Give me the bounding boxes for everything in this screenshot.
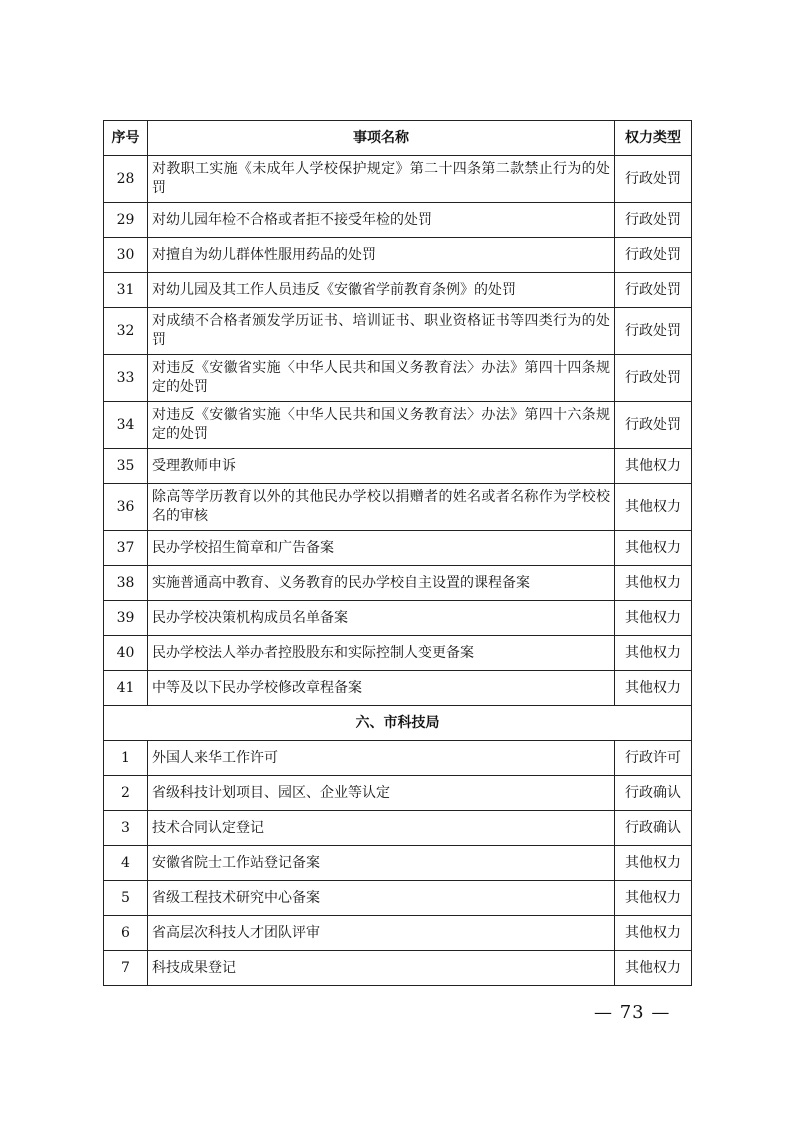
row-no: 40 <box>104 636 148 671</box>
row-type: 其他权力 <box>615 881 692 916</box>
row-name: 民办学校决策机构成员名单备案 <box>148 601 615 636</box>
row-name: 除高等学历教育以外的其他民办学校以捐赠者的姓名或者名称作为学校校名的审核 <box>148 484 615 531</box>
row-name: 对幼儿园及其工作人员违反《安徽省学前教育条例》的处罚 <box>148 273 615 308</box>
table-row <box>104 671 692 706</box>
table-row <box>104 156 692 203</box>
table-row <box>104 484 692 531</box>
row-no: 5 <box>104 881 148 916</box>
row-name: 对教职工实施《未成年人学校保护规定》第二十四条第二款禁止行为的处罚 <box>148 156 615 203</box>
row-type: 行政处罚 <box>615 156 692 203</box>
row-no: 28 <box>104 156 148 203</box>
row-no: 34 <box>104 402 148 449</box>
row-no: 41 <box>104 671 148 706</box>
row-name: 对违反《安徽省实施〈中华人民共和国义务教育法〉办法》第四十六条规定的处罚 <box>148 402 615 449</box>
table-row <box>104 531 692 566</box>
table-row <box>104 238 692 273</box>
row-type: 行政处罚 <box>615 355 692 402</box>
row-name: 民办学校招生简章和广告备案 <box>148 531 615 566</box>
row-no: 31 <box>104 273 148 308</box>
row-name: 外国人来华工作许可 <box>148 741 615 776</box>
row-no: 6 <box>104 916 148 951</box>
row-name: 对幼儿园年检不合格或者拒不接受年检的处罚 <box>148 203 615 238</box>
row-type: 其他权力 <box>615 671 692 706</box>
row-type: 其他权力 <box>615 846 692 881</box>
row-type: 行政处罚 <box>615 238 692 273</box>
table-row <box>104 355 692 402</box>
table-row <box>104 402 692 449</box>
row-type: 其他权力 <box>615 566 692 601</box>
row-name: 对擅自为幼儿群体性服用药品的处罚 <box>148 238 615 273</box>
row-no: 35 <box>104 449 148 484</box>
table-row <box>104 846 692 881</box>
row-name: 省级工程技术研究中心备案 <box>148 881 615 916</box>
row-name: 省级科技计划项目、园区、企业等认定 <box>148 776 615 811</box>
page-number: — 73 — <box>594 1002 671 1023</box>
row-no: 7 <box>104 951 148 986</box>
row-no: 4 <box>104 846 148 881</box>
row-no: 32 <box>104 308 148 355</box>
row-no: 39 <box>104 601 148 636</box>
table-row <box>104 811 692 846</box>
table-row <box>104 203 692 238</box>
table-row <box>104 449 692 484</box>
table-row <box>104 601 692 636</box>
table-row <box>104 776 692 811</box>
row-type: 其他权力 <box>615 531 692 566</box>
row-name: 科技成果登记 <box>148 951 615 986</box>
section-title: 六、市科技局 <box>104 706 692 741</box>
table-row <box>104 741 692 776</box>
row-type: 行政处罚 <box>615 273 692 308</box>
row-type: 其他权力 <box>615 484 692 531</box>
power-list-table <box>103 120 692 986</box>
table-row <box>104 916 692 951</box>
row-type: 行政许可 <box>615 741 692 776</box>
row-no: 36 <box>104 484 148 531</box>
row-type: 行政处罚 <box>615 203 692 238</box>
row-no: 29 <box>104 203 148 238</box>
row-no: 2 <box>104 776 148 811</box>
header-name: 事项名称 <box>148 121 615 156</box>
table-row <box>104 636 692 671</box>
row-type: 其他权力 <box>615 636 692 671</box>
row-no: 3 <box>104 811 148 846</box>
row-type: 行政处罚 <box>615 402 692 449</box>
table-row <box>104 308 692 355</box>
row-type: 行政处罚 <box>615 308 692 355</box>
row-name: 省高层次科技人才团队评审 <box>148 916 615 951</box>
header-no: 序号 <box>104 121 148 156</box>
row-type: 其他权力 <box>615 951 692 986</box>
row-type: 其他权力 <box>615 916 692 951</box>
table-row <box>104 566 692 601</box>
table-row <box>104 273 692 308</box>
table-row <box>104 951 692 986</box>
row-type: 其他权力 <box>615 449 692 484</box>
row-no: 1 <box>104 741 148 776</box>
row-name: 中等及以下民办学校修改章程备案 <box>148 671 615 706</box>
row-no: 30 <box>104 238 148 273</box>
section-header-row <box>104 706 692 741</box>
row-name: 对违反《安徽省实施〈中华人民共和国义务教育法〉办法》第四十四条规定的处罚 <box>148 355 615 402</box>
row-name: 受理教师申诉 <box>148 449 615 484</box>
row-name: 实施普通高中教育、义务教育的民办学校自主设置的课程备案 <box>148 566 615 601</box>
table-header-row <box>104 121 692 156</box>
table-row <box>104 881 692 916</box>
header-type: 权力类型 <box>615 121 692 156</box>
row-no: 38 <box>104 566 148 601</box>
row-no: 37 <box>104 531 148 566</box>
row-name: 对成绩不合格者颁发学历证书、培训证书、职业资格证书等四类行为的处罚 <box>148 308 615 355</box>
row-type: 行政确认 <box>615 811 692 846</box>
row-name: 安徽省院士工作站登记备案 <box>148 846 615 881</box>
row-type: 其他权力 <box>615 601 692 636</box>
row-name: 民办学校法人举办者控股股东和实际控制人变更备案 <box>148 636 615 671</box>
row-no: 33 <box>104 355 148 402</box>
row-type: 行政确认 <box>615 776 692 811</box>
row-name: 技术合同认定登记 <box>148 811 615 846</box>
